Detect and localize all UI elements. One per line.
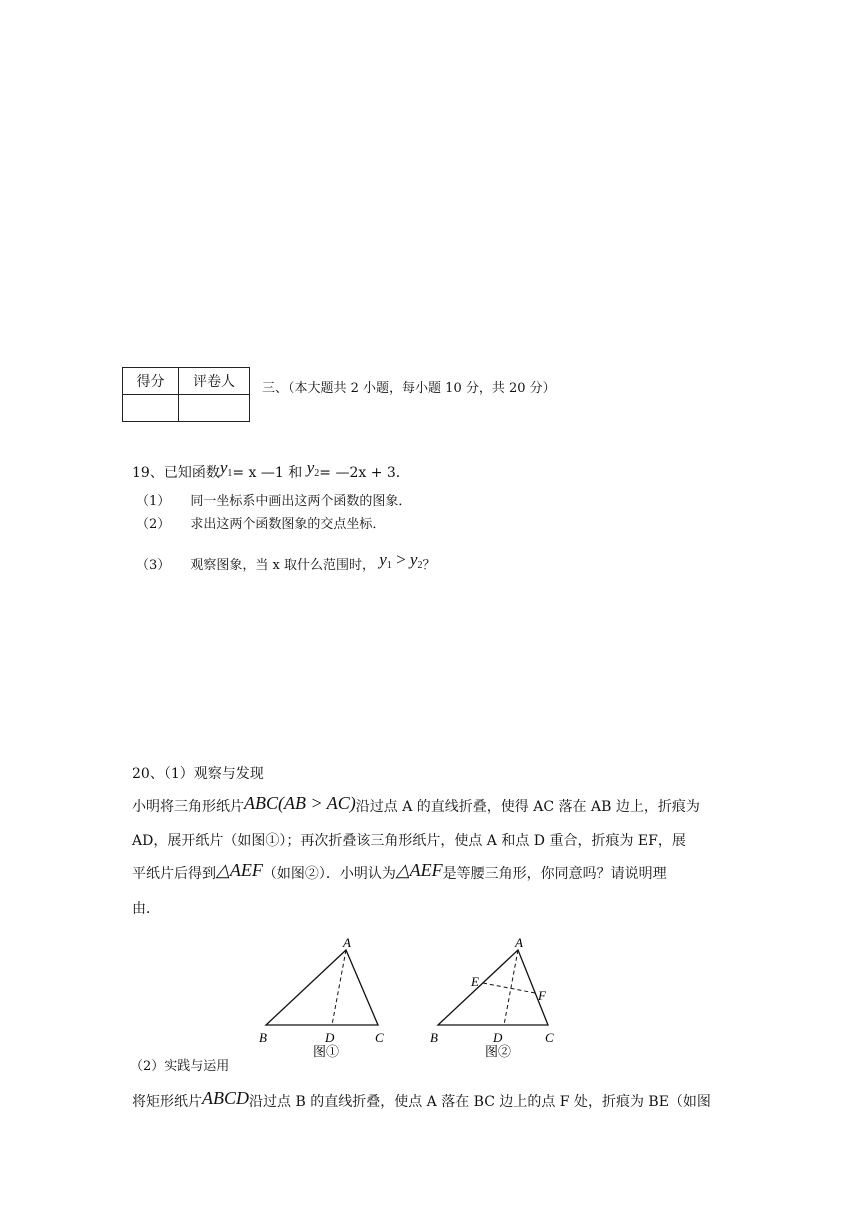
q20-part2-line: [132, 1088, 711, 1111]
score-header: 得分: [123, 368, 179, 395]
fig1-label-B: B: [259, 1030, 267, 1045]
q19-intro: [132, 458, 410, 482]
score-cell: [123, 395, 179, 422]
q19-part1: [136, 490, 411, 509]
q19-part2: [136, 513, 385, 532]
fig2-caption: 图②: [485, 1044, 512, 1059]
q19-part1-num: （1）: [136, 494, 171, 509]
fig1-triangle: [266, 950, 378, 1025]
fig2-label-F: F: [538, 988, 546, 1003]
q20-part2-math: ABCD: [202, 1088, 249, 1108]
q20-line1-b: 沿过点 A 的直线折叠，使得 AC 落在 AB 边上，折痕为: [355, 799, 700, 815]
q19-and: 和: [288, 465, 303, 481]
fig2-label-D: D: [493, 1030, 503, 1045]
y2-equation: = —2x + 3．: [319, 465, 410, 481]
fig1-label-A: A: [343, 935, 351, 950]
fig1-label-C: C: [375, 1030, 384, 1045]
q19-part3: [136, 550, 435, 573]
score-table: [122, 367, 250, 422]
inequality-y1-gt-y2: $y_1 > y_2$: [375, 550, 423, 571]
fig2-triangle: [438, 950, 548, 1025]
q20-title: 20、（1）观察与发现: [132, 766, 264, 782]
q20-line3: [132, 860, 667, 883]
q20-line1-math: ABC(AB > AC): [244, 793, 356, 813]
fig2-label-B: B: [430, 1030, 438, 1045]
q20-part2-a: 将矩形纸片: [132, 1094, 202, 1110]
q20-line3-math: △AEF: [216, 860, 263, 880]
q20-line2: AD，展开纸片（如图①）；再次折叠该三角形纸片，使点 A 和点 D 重合，折痕为 EF，展: [132, 833, 686, 849]
figure-1: [259, 935, 384, 1059]
q19-part1-text: 同一坐标系中画出这两个函数的图象．: [190, 494, 412, 509]
y1-symbol: $y_1$: [219, 458, 233, 479]
q19-intro-text: 19、已知函数: [132, 465, 220, 481]
fig1-label-D: D: [325, 1030, 335, 1045]
fig2-label-C: C: [545, 1030, 554, 1045]
y2-symbol: $y_2$: [306, 458, 320, 479]
fig2-label-E: E: [471, 974, 479, 989]
y1-equation: = x —1: [232, 465, 284, 481]
fig2-crease-EF: [483, 983, 535, 993]
fig1-caption: 图①: [313, 1044, 340, 1059]
q20-figures: [0, 930, 860, 1090]
q20-line3-math2: △AEF: [395, 860, 443, 880]
grader-header: 评卷人: [179, 368, 250, 395]
q20-part2-b: 沿过点 B 的直线折叠，使点 A 落在 BC 边上的点 F 处，折痕为 BE（如图: [249, 1094, 711, 1110]
q19-part3-num: （3）: [136, 558, 171, 573]
q20-line4: 由．: [132, 901, 160, 917]
section-header: 三、（本大题共 2 小题，每小题 10 分，共 20 分）: [262, 381, 556, 396]
q20-line1-a: 小明将三角形纸片: [132, 799, 244, 815]
q20-line3-c: 是等腰三角形，你同意吗？请说明理: [442, 866, 667, 882]
q20-line1: [132, 793, 700, 816]
q19-part2-text: 求出这两个函数图象的交点坐标．: [190, 517, 386, 532]
q19-part3-end: ？: [422, 558, 436, 573]
q20-line3-b: （如图②）．小明认为: [262, 866, 396, 882]
q20-line3-a: 平纸片后得到: [132, 866, 216, 882]
fig2-label-A: A: [515, 935, 523, 950]
figure-2: [430, 935, 554, 1059]
q19-part3-text: 观察图象，当 x 取什么范围时，: [190, 558, 376, 573]
grader-cell: [179, 395, 250, 422]
q20-part2-title: （2）实践与运用: [130, 1059, 230, 1074]
q19-part2-num: （2）: [136, 517, 171, 532]
